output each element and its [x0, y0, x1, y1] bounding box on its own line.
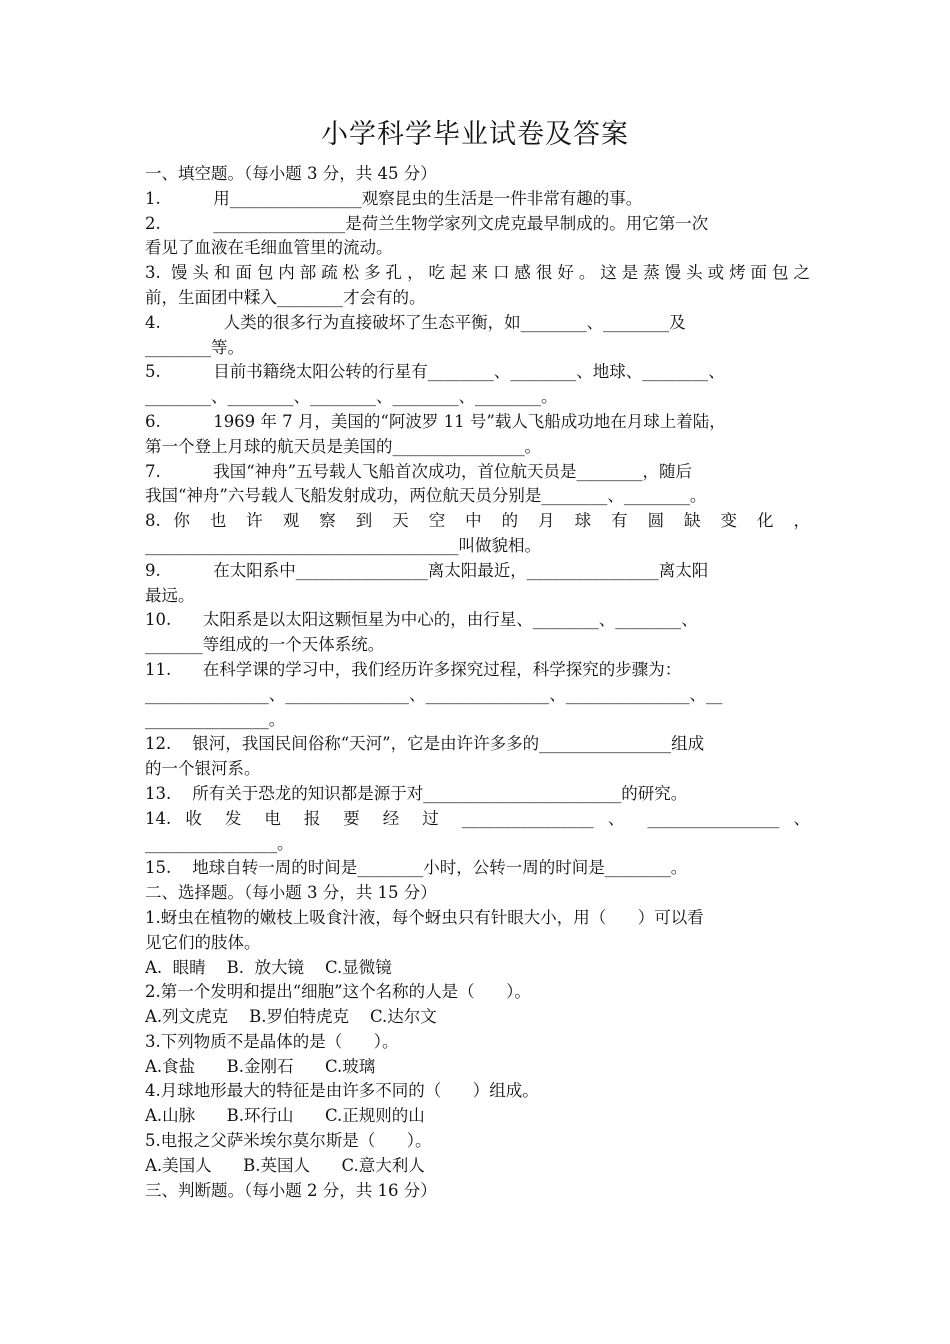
text-line: 3. 馒头和面包内部疏松多孔，吃起来口感很好。这是蒸馒头或烤面包之	[145, 263, 810, 283]
text-line: 8. 你 也 许 观 察 到 天 空 中 的 月 球 有 圆 缺 变 化 ，	[145, 511, 810, 531]
text-line: 2.第一个发明和提出“细胞”这个名称的人是（ ）。	[145, 982, 531, 1002]
text-line: 9. 在太阳系中________________离太阳最近，________________离太阳	[145, 560, 709, 580]
text-line: 三、判断题。（每小题 2 分，共 16 分）	[145, 1180, 437, 1200]
text-line: ________、________、________、________、________。	[145, 387, 558, 407]
text-line: ________等。	[145, 337, 244, 357]
text-line: A. 眼睛 B. 放大镜 C.显微镜	[145, 957, 392, 977]
text-line: 2. ________________是荷兰生物学家列文虎克最早制成的。用它第一次	[145, 213, 709, 233]
text-line: 一、填空题。（每小题 3 分，共 45 分）	[145, 164, 437, 183]
text-line: 10. 太阳系是以太阳这颗恒星为中心的，由行星、________、________、	[145, 610, 698, 630]
text-line: 5. 目前书籍绕太阳公转的行星有________、________、地球、________、	[145, 362, 725, 382]
text-line: 见它们的肢体。	[145, 932, 261, 952]
text-line: 5.电报之父萨米埃尔莫尔斯是（ ）。	[145, 1131, 432, 1151]
document-body	[145, 162, 810, 1203]
text-line: A.列文虎克 B.罗伯特虎克 C.达尔文	[145, 1007, 437, 1027]
text-line: _______________、_______________、_______________、_______________、__	[145, 684, 723, 704]
text-line: 1.蚜虫在植物的嫩枝上吸食汁液，每个蚜虫只有针眼大小，用（ ）可以看	[145, 907, 704, 927]
text-line: _______________。	[145, 709, 286, 729]
text-line: 6. 1969 年 7 月，美国的“阿波罗 11 号”载人飞船成功地在月球上着陆，	[145, 411, 726, 431]
text-line: 前，生面团中糅入________才会有的。	[145, 287, 426, 307]
text-line: _______等组成的一个天体系统。	[145, 635, 385, 655]
text-line: 7. 我国“神舟”五号载人飞船首次成功，首位航天员是________，随后	[145, 461, 693, 481]
text-line: 14. 收 发 电 报 要 经 过 ________________ 、 ________________ 、	[145, 808, 810, 828]
text-line: A.山脉 B.环行山 C.正规则的山	[145, 1106, 425, 1126]
text-line: A.美国人 B.英国人 C.意大利人	[145, 1155, 425, 1175]
text-line: 4. 人类的很多行为直接破坏了生态平衡，如________、________及	[145, 312, 686, 332]
text-line: 的一个银河系。	[145, 759, 261, 779]
text-line: 12. 银河，我国民间俗称“天河”，它是由许许多多的________________组成	[145, 734, 705, 754]
text-line: 我国“神舟”六号载人飞船发射成功，两位航天员分别是________、________。	[145, 486, 707, 506]
text-line: ______________________________________叫做貌相。	[145, 535, 541, 555]
text-line: 4.月球地形最大的特征是由许多不同的（ ）组成。	[145, 1081, 539, 1101]
text-line: 11. 在科学课的学习中，我们经历许多探究过程，科学探究的步骤为：	[145, 659, 682, 679]
text-line: A.食盐 B.金刚石 C.玻璃	[145, 1056, 376, 1076]
text-line: 二、选择题。（每小题 3 分，共 15 分）	[145, 883, 437, 903]
text-line: 1. 用________________观察昆虫的生活是一件非常有趣的事。	[145, 188, 643, 208]
text-line: 最远。	[145, 585, 195, 605]
text-line: 看见了血液在毛细血管里的流动。	[145, 238, 393, 258]
text-line: 3.下列物质不是晶体的是（ ）。	[145, 1031, 399, 1051]
text-line: ________________。	[145, 833, 294, 853]
text-line: 15. 地球自转一周的时间是________小时，公转一周的时间是________。	[145, 858, 688, 878]
text-line: 第一个登上月球的航天员是美国的________________。	[145, 436, 541, 456]
text-line: 13. 所有关于恐龙的知识都是源于对________________________的研究。	[145, 783, 688, 803]
document-title: 小学科学毕业试卷及答案	[321, 119, 629, 150]
